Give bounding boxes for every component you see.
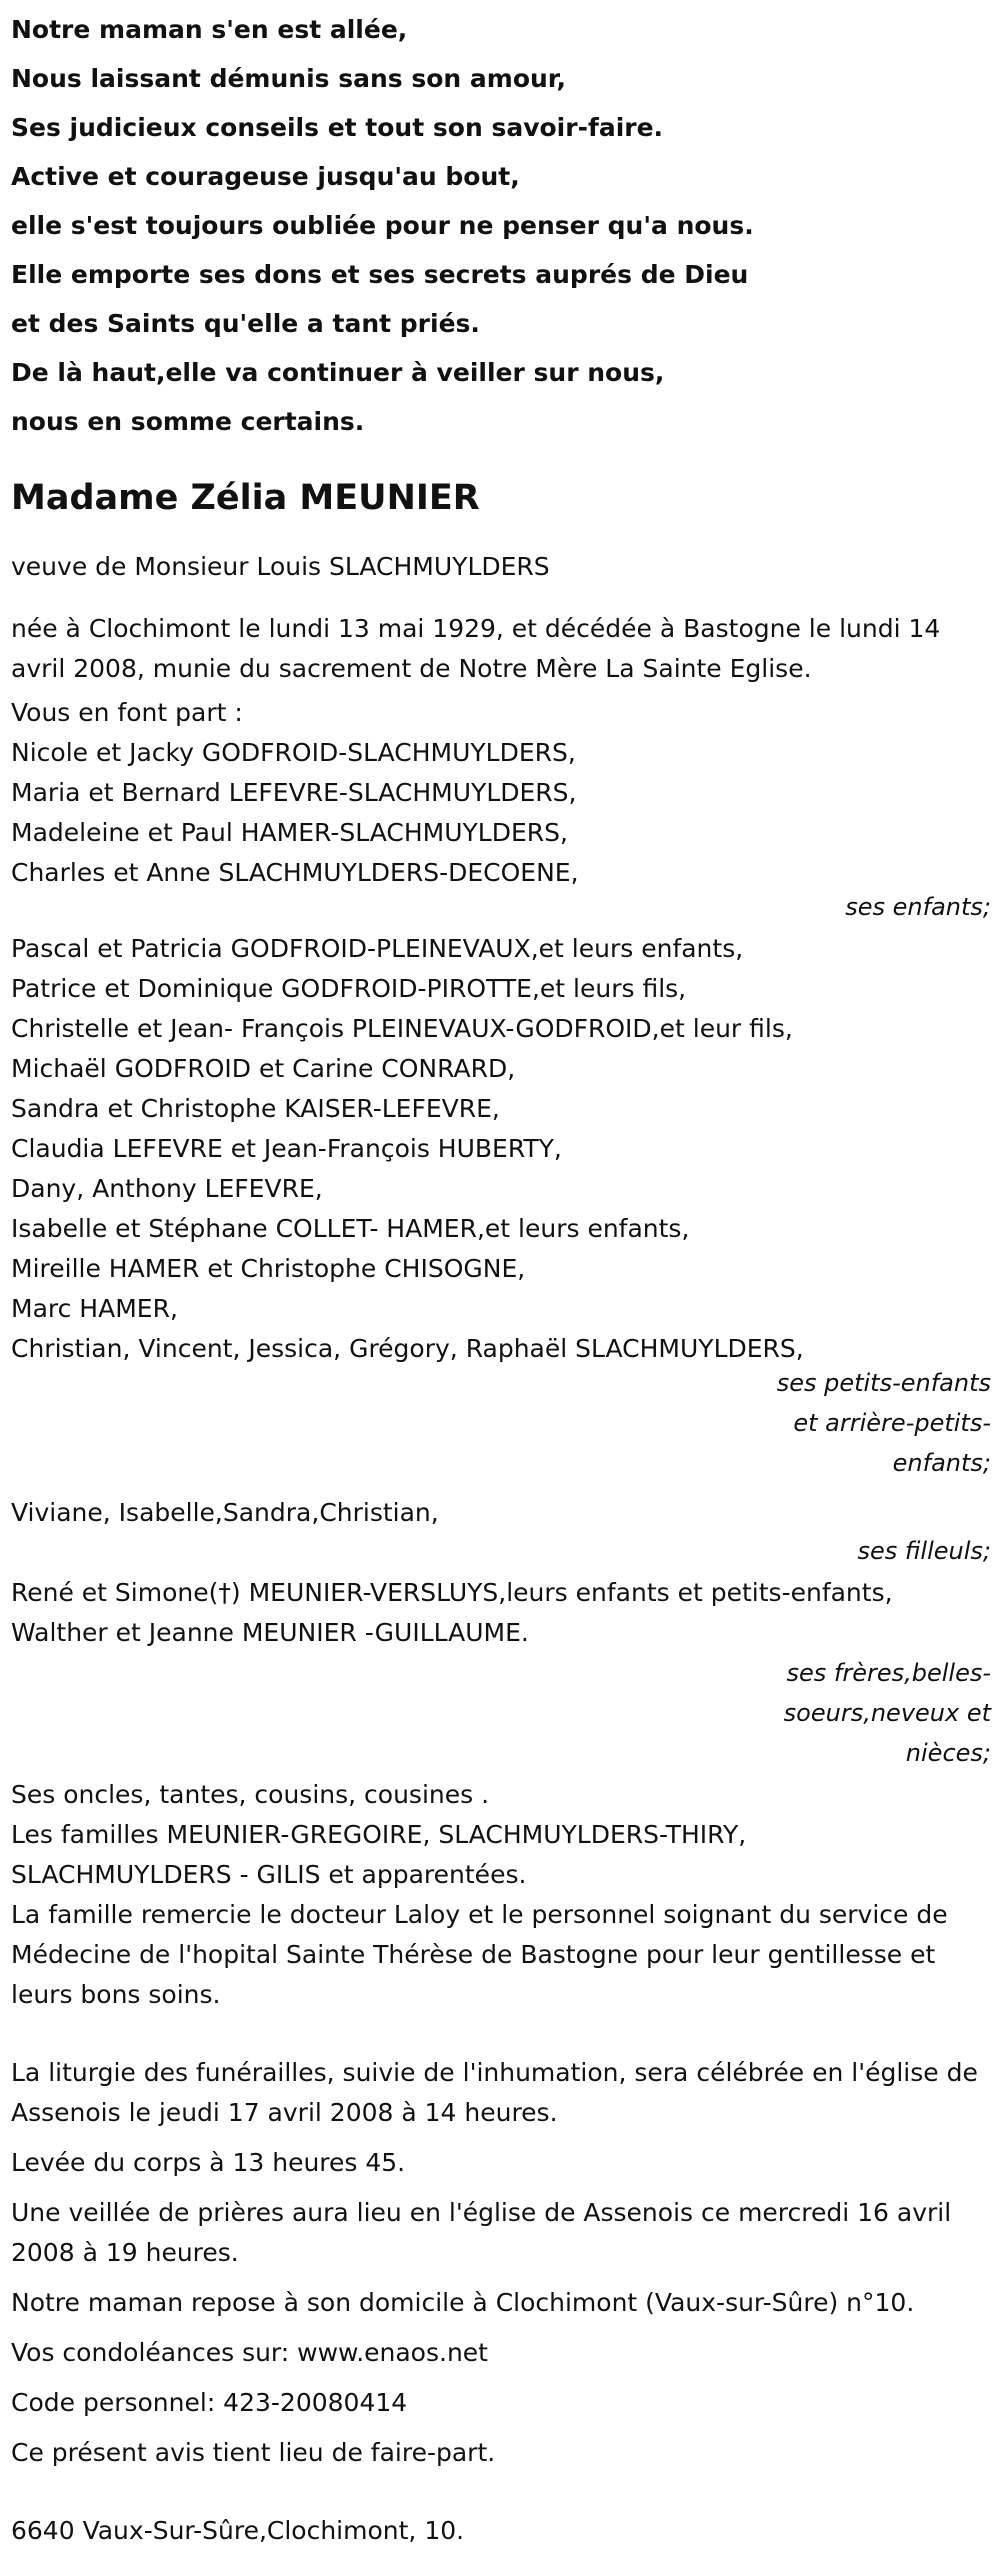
list-item: Michaël GODFROID et Carine CONRARD, bbox=[11, 1054, 516, 1083]
list-item: Walther et Jeanne MEUNIER -GUILLAUME. bbox=[11, 1618, 529, 1647]
birth-death: née à Clochimont le lundi 13 mai 1929, et décédée à Bastogne le lundi 14 avril 2008, munie du sacrement de Notre Mère La Sainte Eglise. bbox=[11, 614, 941, 683]
label-line: ses frères,belles- bbox=[786, 1659, 991, 1687]
siblings-label bbox=[11, 1653, 991, 1773]
avis: Ce présent avis tient lieu de faire-part. bbox=[11, 2438, 496, 2467]
family-list bbox=[11, 1775, 1000, 1895]
list-item: SLACHMUYLDERS - GILIS et apparentées. bbox=[11, 1860, 527, 1889]
list-item: Mireille HAMER et Christophe CHISOGNE, bbox=[11, 1254, 526, 1283]
list-item: Isabelle et Stéphane COLLET- HAMER,et leurs enfants, bbox=[11, 1214, 690, 1243]
list-item: Claudia LEFEVRE et Jean-François HUBERTY, bbox=[11, 1134, 562, 1163]
list-item: Les familles MEUNIER-GREGOIRE, SLACHMUYLDERS-THIRY, bbox=[11, 1820, 747, 1849]
poem-line: Ses judicieux conseils et tout son savoir-faire. bbox=[11, 113, 664, 142]
poem-line: nous en somme certains. bbox=[11, 407, 365, 436]
list-item: Christian, Vincent, Jessica, Grégory, Raphaël SLACHMUYLDERS, bbox=[11, 1334, 804, 1363]
list-item: Patrice et Dominique GODFROID-PIROTTE,et leurs fils, bbox=[11, 974, 687, 1003]
list-item: Madeleine et Paul HAMER-SLACHMUYLDERS, bbox=[11, 818, 568, 847]
children-label: ses enfants; bbox=[845, 893, 991, 921]
thanks: La famille remercie le docteur Laloy et le personnel soignant du service de Médecine de l'hopital Sainte Thérèse de Bastogne pour leur gentillesse et leurs bons soins. bbox=[11, 1900, 948, 2009]
list-item: Charles et Anne SLACHMUYLDERS-DECOENE, bbox=[11, 858, 579, 887]
poem-line: Notre maman s'en est allée, bbox=[11, 15, 408, 44]
poem-line: Nous laissant démunis sans son amour, bbox=[11, 64, 566, 93]
list-item: Ses oncles, tantes, cousins, cousines . bbox=[11, 1780, 490, 1809]
veillee: Une veillée de prières aura lieu en l'église de Assenois ce mercredi 16 avril 2008 à 19 heures. bbox=[11, 2198, 952, 2267]
siblings-list bbox=[11, 1573, 1000, 1653]
list-item: Nicole et Jacky GODFROID-SLACHMUYLDERS, bbox=[11, 738, 576, 767]
announce-intro: Vous en font part : bbox=[11, 698, 243, 727]
godchildren: Viviane, Isabelle,Sandra,Christian, bbox=[11, 1498, 439, 1527]
repose: Notre maman repose à son domicile à Clochimont (Vaux-sur-Sûre) n°10. bbox=[11, 2288, 915, 2317]
poem-line: Active et courageuse jusqu'au bout, bbox=[11, 162, 520, 191]
children-list bbox=[11, 733, 1000, 893]
label-line: nièces; bbox=[905, 1739, 991, 1767]
godchildren-label: ses filleuls; bbox=[857, 1537, 991, 1565]
list-item: Marc HAMER, bbox=[11, 1294, 178, 1323]
condoleances: Vos condoléances sur: www.enaos.net bbox=[11, 2338, 488, 2367]
list-item: Christelle et Jean- François PLEINEVAUX-GODFROID,et leur fils, bbox=[11, 1014, 793, 1043]
list-item: René et Simone(†) MEUNIER-VERSLUYS,leurs enfants et petits-enfants, bbox=[11, 1578, 893, 1607]
list-item: Dany, Anthony LEFEVRE, bbox=[11, 1174, 323, 1203]
poem-line: De là haut,elle va continuer à veiller sur nous, bbox=[11, 358, 665, 387]
list-item: Maria et Bernard LEFEVRE-SLACHMUYLDERS, bbox=[11, 778, 577, 807]
list-item: Pascal et Patricia GODFROID-PLEINEVAUX,et leurs enfants, bbox=[11, 934, 744, 963]
label-line: enfants; bbox=[892, 1449, 991, 1477]
poem-line: et des Saints qu'elle a tant priés. bbox=[11, 309, 480, 338]
liturgy: La liturgie des funérailles, suivie de l'inhumation, sera célébrée en l'église de Assenois le jeudi 17 avril 2008 à 14 heures. bbox=[11, 2058, 978, 2127]
label-line: et arrière-petits- bbox=[793, 1409, 991, 1437]
poem bbox=[11, 5, 1000, 446]
grandchildren-label bbox=[11, 1363, 991, 1483]
widow-of: veuve de Monsieur Louis SLACHMUYLDERS bbox=[11, 552, 550, 581]
personal-code: Code personnel: 423-20080414 bbox=[11, 2388, 408, 2417]
grandchildren-list bbox=[11, 929, 1000, 1369]
list-item: Sandra et Christophe KAISER-LEFEVRE, bbox=[11, 1094, 500, 1123]
levee: Levée du corps à 13 heures 45. bbox=[11, 2148, 406, 2177]
deceased-name: Madame Zélia MEUNIER bbox=[11, 478, 480, 518]
label-line: soeurs,neveux et bbox=[783, 1699, 991, 1727]
address: 6640 Vaux-Sur-Sûre,Clochimont, 10. bbox=[11, 2516, 465, 2545]
poem-line: Elle emporte ses dons et ses secrets auprés de Dieu bbox=[11, 260, 749, 289]
poem-line: elle s'est toujours oubliée pour ne penser qu'a nous. bbox=[11, 211, 754, 240]
label-line: ses petits-enfants bbox=[776, 1369, 991, 1397]
